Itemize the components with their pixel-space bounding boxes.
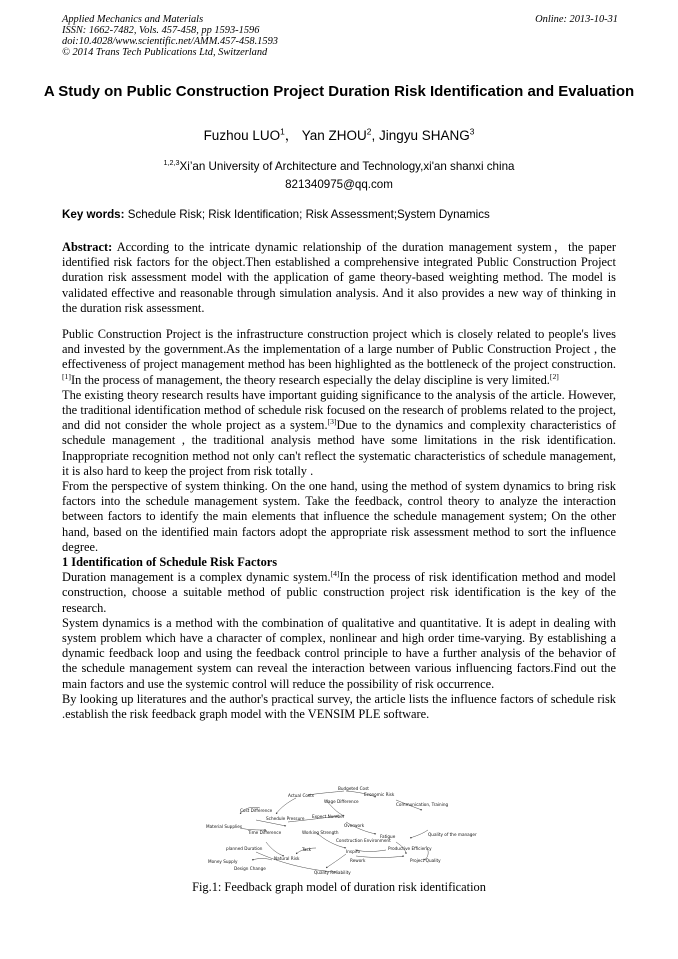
- node-label: Budgeted Cost: [338, 786, 369, 791]
- citation: [4]: [330, 569, 340, 579]
- body-text: [62, 327, 616, 722]
- keywords-label: Key words:: [62, 208, 125, 221]
- paragraph-text: Due to the dynamics and complexity characteristics of schedule management , the traditional analysis method have some limitations in the risk identification. Inappropriate recognition method not only can't reflect the systematic characteristics of schedule management, it is also hard to keep the project from risk totally .: [62, 418, 616, 478]
- affiliation: [40, 158, 638, 176]
- citation: [1]: [62, 371, 71, 381]
- node-label: Working Strength: [302, 830, 339, 835]
- author-affil-mark: 1: [280, 126, 285, 137]
- node-label: Project Quality: [410, 858, 441, 863]
- node-label: planned Duration: [226, 846, 263, 851]
- node-label: Economic Risk: [364, 792, 395, 797]
- node-label: Overwork: [344, 823, 365, 828]
- node-label: Expect Number: [312, 814, 345, 819]
- paragraph: [62, 388, 616, 479]
- paragraph: By looking up literatures and the author's practical survey, the article lists the influence factors of schedule risk .establish the risk feedback graph model with the VENSIM PLE software.: [62, 691, 616, 722]
- abstract-label: Abstract:: [62, 240, 113, 254]
- node-label: Money Supply: [208, 859, 238, 864]
- node-label: Quality of the manager: [428, 832, 477, 837]
- node-label: Rework: [350, 858, 366, 863]
- issn-line: ISSN: 1662-7482, Vols. 457-458, pp 1593-1596: [62, 25, 260, 36]
- figure-caption: Fig.1: Feedback graph model of duration risk identification: [192, 880, 486, 894]
- author-email: 821340975@qq.com: [285, 178, 393, 191]
- paragraph-text: Public Construction Project is the infrastructure construction project which is closely related to people's lives and invested by the government.As the implementation of a large number of Public Construction Project , the effectiveness of project management method has been highlighted as the bottleneck of the project construction.: [62, 327, 616, 372]
- author-affil-mark: 2: [366, 126, 372, 137]
- paragraph-text: The existing theory research results have important guiding significance to the analysis of the article. However, the traditional identification method of schedule risk focused on the research of problems related to the project, and did not consider the whole project as a system.: [62, 387, 616, 433]
- node-label: Time Difference: [248, 830, 282, 835]
- doi-line: doi:10.4028/www.scientific.net/AMM.457-458.1593: [62, 36, 278, 47]
- graph-nodes: [206, 786, 477, 875]
- keywords-text: Schedule Risk; Risk Identification; Risk Assessment;System Dynamics: [124, 208, 490, 221]
- author-separator: ，: [284, 128, 299, 143]
- paragraph-text: In the process of management, the theory research especially the delay discipline is very limited.: [70, 372, 550, 387]
- node-label: Construction Environment: [336, 838, 391, 843]
- author-name: Jingyu SHANG: [378, 128, 470, 143]
- section-heading: 1 Identification of Schedule Risk Factors: [62, 555, 278, 570]
- author-name: Fuzhou LUO: [203, 128, 281, 143]
- author-affil-mark: 3: [469, 126, 475, 137]
- keywords: [62, 207, 618, 223]
- node-label: Communication, Training: [396, 802, 449, 807]
- feedback-graph-figure: [196, 784, 482, 876]
- abstract-text: According to the intricate dynamic relationship of the duration management system，the paper identified risk factors for the object.Then established a comprehensive integrated Public Construction Project duration risk assessment model with the application of game theory-based weighting method. The model is validated effective and reasonable through simulation analysis. And it also provides a new way of thinking in the duration risk assessment.: [62, 240, 616, 315]
- node-label: Natural Risk: [274, 856, 300, 861]
- copyright-line: © 2014 Trans Tech Publications Ltd, Switzerland: [62, 47, 268, 58]
- paragraph-text: Duration management is a complex dynamic system.: [62, 570, 331, 585]
- citation: [2]: [549, 371, 559, 381]
- paper-title: A Study on Public Construction Project Duration Risk Identification and Evaluation: [43, 83, 635, 100]
- node-label: Inspiro: [346, 849, 361, 854]
- node-label: Actual Costs: [288, 793, 314, 798]
- journal-name: Applied Mechanics and Materials: [62, 14, 204, 25]
- feedback-graph: [196, 784, 482, 876]
- node-label: Fatigue: [380, 834, 396, 839]
- paragraph: System dynamics is a method with the combination of qualitative and quantitative. It is adept in dealing with system problem which have a character of complex, nonlinear and high order time-varying. By establishing a dynamic feedback loop and using the feedback control principle to have a further analysis of the behavior of the schedule management system can reveal the interaction between various influencing factors.Find out the main factors and use the systemic control will reduce the possibility of risk occurrence.: [62, 615, 616, 691]
- paragraph: From the perspective of system thinking. On the one hand, using the method of system dynamics to bring risk factors into the schedule management system. Take the feedback, control theory to analyze the interaction between factors to identify the main elements that influence the schedule management system; On the other hand, based on the identified main factors adopt the appropriate risk assessment method to sort the influence degree.: [62, 479, 616, 554]
- affiliation-mark: 1,2,3: [163, 158, 180, 168]
- author-name: Yan ZHOU: [301, 128, 367, 143]
- node-label: Design Change: [234, 866, 266, 871]
- paragraph-text: In the process of risk identification method and model construction, choose a suitable method of public construction project risk identification is the key of the research.: [62, 570, 616, 615]
- online-date: Online: 2013-10-31: [535, 14, 618, 25]
- author-list: [40, 127, 638, 145]
- citation: [3]: [327, 417, 337, 427]
- paragraph: [62, 327, 616, 388]
- node-label: Quality Reliability: [314, 870, 351, 875]
- affiliation-text: Xi’an University of Architecture and Technology,xi'an shanxi china: [179, 160, 515, 173]
- node-label: Cost Difference: [240, 808, 273, 813]
- node-label: Task: [302, 847, 312, 852]
- node-label: Productive Efficiency: [388, 846, 432, 851]
- abstract: [62, 240, 616, 316]
- paragraph: [62, 570, 616, 616]
- node-label: Wage Difference: [324, 799, 359, 804]
- node-label: Material Supplies: [206, 824, 243, 829]
- author-separator: ,: [371, 128, 379, 143]
- node-label: Schedule Pressure: [266, 816, 305, 821]
- journal-header: [62, 14, 618, 58]
